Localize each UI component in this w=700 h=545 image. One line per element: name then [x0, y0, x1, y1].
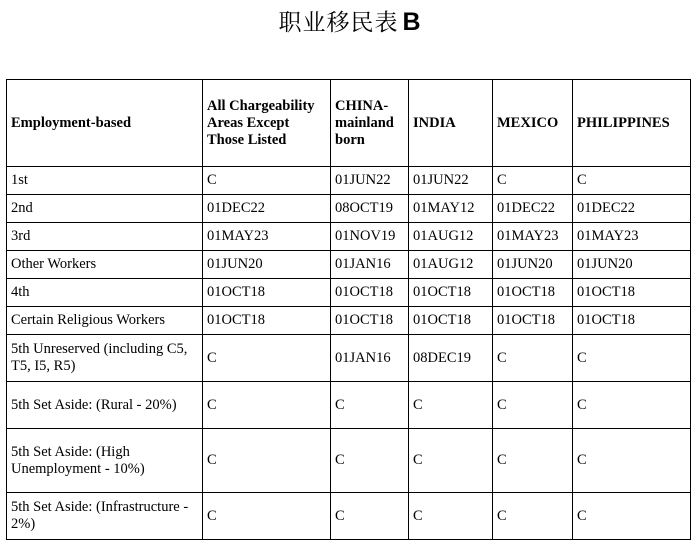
row-category: 5th Set Aside: (High Unemployment - 10%) — [7, 429, 203, 493]
cell-india: C — [409, 382, 493, 429]
cell-china: C — [331, 382, 409, 429]
row-category: 3rd — [7, 223, 203, 251]
cell-india: 01OCT18 — [409, 279, 493, 307]
cell-china: 01NOV19 — [331, 223, 409, 251]
cell-india: 01AUG12 — [409, 251, 493, 279]
cell-all: 01OCT18 — [203, 279, 331, 307]
cell-all: 01MAY23 — [203, 223, 331, 251]
header-all-chargeability: All Chargeability Areas Except Those Listed — [203, 80, 331, 167]
header-row — [7, 80, 691, 167]
cell-philippines: 01OCT18 — [573, 279, 691, 307]
cell-india: 01AUG12 — [409, 223, 493, 251]
cell-china: 08OCT19 — [331, 195, 409, 223]
cell-mexico: 01JUN20 — [493, 251, 573, 279]
table-row — [7, 493, 691, 540]
cell-philippines: C — [573, 335, 691, 382]
cell-all: C — [203, 167, 331, 195]
table-row — [7, 167, 691, 195]
cell-india: 01OCT18 — [409, 307, 493, 335]
cell-mexico: C — [493, 167, 573, 195]
cell-india: 08DEC19 — [409, 335, 493, 382]
cell-india: 01MAY12 — [409, 195, 493, 223]
cell-all: C — [203, 493, 331, 540]
row-category: 1st — [7, 167, 203, 195]
cell-mexico: 01DEC22 — [493, 195, 573, 223]
cell-mexico: C — [493, 335, 573, 382]
header-mexico: MEXICO — [493, 80, 573, 167]
cell-mexico: C — [493, 429, 573, 493]
cell-china: 01OCT18 — [331, 307, 409, 335]
page-title-letter: B — [402, 8, 422, 36]
table-row — [7, 279, 691, 307]
cell-philippines: 01MAY23 — [573, 223, 691, 251]
header-india: INDIA — [409, 80, 493, 167]
row-category: 5th Unreserved (including C5, T5, I5, R5) — [7, 335, 203, 382]
cell-china: 01JAN16 — [331, 251, 409, 279]
cell-philippines: 01JUN20 — [573, 251, 691, 279]
cell-all: C — [203, 335, 331, 382]
cell-mexico: 01OCT18 — [493, 307, 573, 335]
cell-all: 01DEC22 — [203, 195, 331, 223]
header-philippines: PHILIPPINES — [573, 80, 691, 167]
cell-philippines: C — [573, 429, 691, 493]
row-category: 5th Set Aside: (Rural - 20%) — [7, 382, 203, 429]
table-row — [7, 195, 691, 223]
table-row — [7, 335, 691, 382]
header-employment-based: Employment-based — [7, 80, 203, 167]
cell-mexico: 01OCT18 — [493, 279, 573, 307]
cell-philippines: 01OCT18 — [573, 307, 691, 335]
row-category: 2nd — [7, 195, 203, 223]
cell-philippines: 01DEC22 — [573, 195, 691, 223]
cell-all: 01JUN20 — [203, 251, 331, 279]
cell-china: 01OCT18 — [331, 279, 409, 307]
cell-india: 01JUN22 — [409, 167, 493, 195]
cell-philippines: C — [573, 167, 691, 195]
cell-china: C — [331, 493, 409, 540]
cell-india: C — [409, 493, 493, 540]
header-china: CHINA-mainland born — [331, 80, 409, 167]
cell-china: 01JAN16 — [331, 335, 409, 382]
row-category: Other Workers — [7, 251, 203, 279]
cell-mexico: C — [493, 382, 573, 429]
cell-china: C — [331, 429, 409, 493]
cell-all: 01OCT18 — [203, 307, 331, 335]
row-category: Certain Religious Workers — [7, 307, 203, 335]
cell-philippines: C — [573, 382, 691, 429]
cell-philippines: C — [573, 493, 691, 540]
cell-all: C — [203, 429, 331, 493]
visa-bulletin-table — [6, 79, 691, 540]
cell-mexico: C — [493, 493, 573, 540]
cell-mexico: 01MAY23 — [493, 223, 573, 251]
table-row — [7, 251, 691, 279]
table-row — [7, 382, 691, 429]
row-category: 5th Set Aside: (Infrastructure - 2%) — [7, 493, 203, 540]
table-row — [7, 307, 691, 335]
page-title — [0, 6, 700, 39]
table-row — [7, 223, 691, 251]
cell-all: C — [203, 382, 331, 429]
cell-india: C — [409, 429, 493, 493]
page-title-chinese: 职业移民表 — [278, 10, 399, 36]
table-row — [7, 429, 691, 493]
cell-china: 01JUN22 — [331, 167, 409, 195]
row-category: 4th — [7, 279, 203, 307]
